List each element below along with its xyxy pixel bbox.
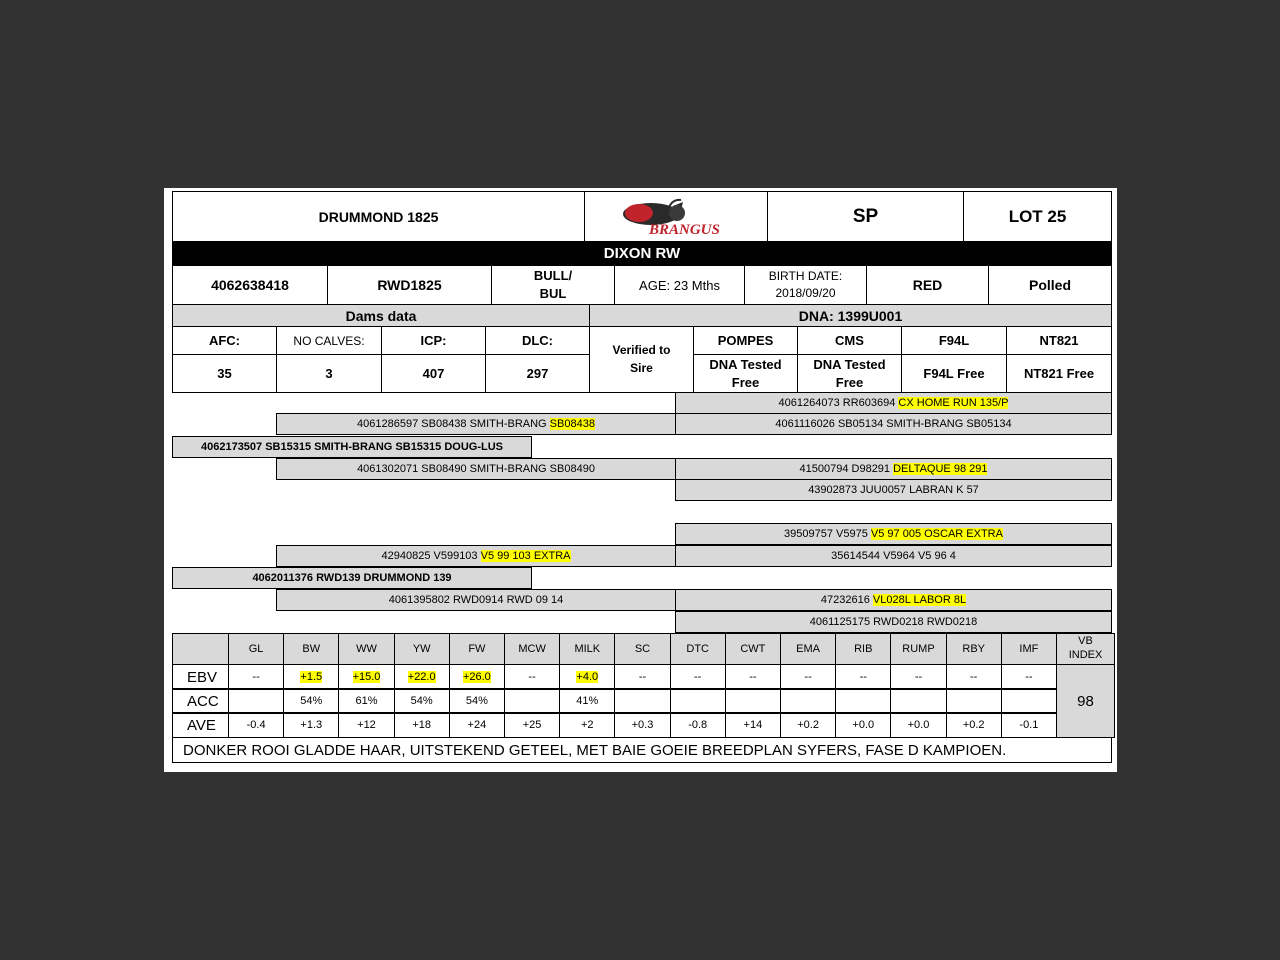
ebv-value-cell — [890, 712, 946, 738]
ebv-column-header: GL — [228, 633, 284, 665]
age: AGE: 23 Mths — [614, 265, 745, 305]
ebv-value-cell — [338, 712, 394, 738]
ebv-value-cell — [835, 688, 891, 714]
sale-catalogue-card — [164, 188, 1117, 772]
ebv-value: +22.0 — [407, 671, 436, 683]
pedigree-highlight: CX HOME RUN 135/P — [898, 397, 1009, 409]
ebv-row-label: AVE — [172, 712, 229, 738]
ebv-value-cell — [890, 688, 946, 714]
birth-date: BIRTH DATE: 2018/09/20 — [744, 265, 867, 305]
cms-result: DNA Tested Free — [797, 354, 902, 393]
sex: BULL/ BUL — [491, 265, 615, 305]
ebv-value-cell — [1001, 664, 1057, 690]
pedigree-text: 41500794 D98291 — [799, 463, 891, 475]
ebv-column-header: WW — [338, 633, 394, 665]
pedigree-sire-sire-dam — [675, 413, 1112, 435]
nt821-result: NT821 Free — [1006, 354, 1112, 393]
ebv-value-cell — [394, 664, 450, 690]
ebv-row-label: EBV — [172, 664, 229, 690]
ebv-value: -0.8 — [688, 719, 708, 731]
vb-index-label: VB INDEX — [1056, 633, 1115, 665]
ebv-value: +18 — [412, 719, 432, 731]
ebv-value: +12 — [357, 719, 376, 731]
ebv-value-cell — [946, 688, 1002, 714]
ebv-value: -- — [914, 671, 923, 683]
ebv-value: -- — [749, 671, 757, 683]
ebv-value: -- — [1025, 671, 1033, 683]
ebv-value-cell — [614, 688, 670, 714]
ebv-value: -- — [252, 671, 260, 683]
animal-name: DRUMMOND 1825 — [172, 191, 585, 242]
ebv-value-cell — [1001, 688, 1057, 714]
ebv-value: +0.0 — [852, 719, 875, 731]
ebv-value: 41% — [576, 695, 599, 707]
ebv-column-header: RBY — [946, 633, 1002, 665]
ebv-value-cell — [614, 664, 670, 690]
icp-label: ICP: — [381, 326, 486, 355]
logo-text: BRANGUS — [649, 221, 720, 238]
pedigree-text: 35614544 V5964 V5 96 4 — [831, 550, 956, 562]
ebv-value-cell — [504, 688, 560, 714]
ebv-value-cell — [780, 712, 836, 738]
dlc-value: 297 — [485, 354, 590, 393]
verified-to-sire: Verified to Sire — [589, 326, 694, 393]
ebv-value: +0.2 — [797, 719, 819, 731]
ebv-value: -- — [694, 671, 702, 683]
pedigree-dam-dam — [276, 589, 676, 611]
ebv-column-header: DTC — [670, 633, 726, 665]
ebv-column-header: RUMP — [890, 633, 946, 665]
comment: DONKER ROOI GLADDE HAAR, UITSTEKEND GETEEL, MET BAIE GOEIE BREEDPLAN SYFERS, FASE D KAMPIOEN. — [172, 737, 1112, 763]
afc-label: AFC: — [172, 326, 277, 355]
ebv-value-cell — [228, 688, 284, 714]
pedigree-text: 39509757 V5975 — [784, 528, 868, 540]
ebv-column-header: SC — [614, 633, 670, 665]
pedigree-dam-dam-sire — [675, 589, 1112, 611]
ebv-column-header: YW — [394, 633, 450, 665]
ebv-value: +24 — [467, 719, 487, 731]
ebv-value-cell — [559, 688, 615, 714]
colour: RED — [866, 265, 989, 305]
ebv-value-cell — [228, 712, 284, 738]
ebv-value-cell — [394, 688, 450, 714]
grade: SP — [767, 191, 964, 242]
pedigree-text: 4062011376 RWD139 DRUMMOND 139 — [252, 572, 452, 584]
ebv-column-header: CWT — [725, 633, 781, 665]
ebv-value-cell — [338, 664, 394, 690]
pedigree-dam-dam-dam — [675, 611, 1112, 633]
no-calves-value: 3 — [276, 354, 382, 393]
ebv-value-cell — [890, 664, 946, 690]
ebv-value: +0.2 — [962, 719, 985, 731]
ebv-column-header: IMF — [1001, 633, 1057, 665]
ebv-header-corner — [172, 633, 229, 665]
pedigree-text: 4061302071 SB08490 SMITH-BRANG SB08490 — [357, 463, 595, 475]
ebv-value-cell — [449, 712, 505, 738]
nt821-label: NT821 — [1006, 326, 1112, 355]
pedigree-text: 47232616 — [820, 594, 870, 606]
pompes-result: DNA Tested Free — [693, 354, 798, 393]
ebv-value: -0.1 — [1019, 719, 1039, 731]
pedigree-text: 4062173507 SB15315 SMITH-BRANG SB15315 DOUG-LUS — [200, 441, 504, 453]
ebv-value-cell — [559, 664, 615, 690]
ebv-row-label: ACC — [172, 688, 229, 714]
pedigree-text: 4061286597 SB08438 SMITH-BRANG — [357, 418, 547, 430]
ebv-value-cell — [449, 664, 505, 690]
ebv-value: 54% — [465, 695, 488, 707]
ebv-value: +1.3 — [300, 719, 323, 731]
dams-data-title: Dams data — [172, 304, 590, 327]
dna-title: DNA: 1399U001 — [589, 304, 1112, 327]
pedigree-highlight: DELTAQUE 98 291 — [893, 463, 988, 475]
pedigree-highlight: V5 97 005 OSCAR EXTRA — [870, 528, 1003, 540]
pedigree-sire-dam-sire — [675, 458, 1112, 480]
ebv-value-cell — [504, 712, 560, 738]
ebv-value: 54% — [410, 695, 433, 707]
ebv-value: +14 — [743, 719, 763, 731]
cms-label: CMS — [797, 326, 902, 355]
ebv-value-cell — [946, 712, 1002, 738]
animal-id: 4062638418 — [172, 265, 328, 305]
pedigree-dam-sire — [276, 545, 676, 567]
ebv-value-cell — [780, 664, 836, 690]
ebv-value-cell — [670, 664, 726, 690]
ebv-value-cell — [1001, 712, 1057, 738]
pedigree-dam-sire-sire — [675, 523, 1112, 545]
ebv-column-header: EMA — [780, 633, 836, 665]
ebv-value-cell — [228, 664, 284, 690]
f94l-result: F94L Free — [901, 354, 1007, 393]
ebv-value-cell — [504, 664, 560, 690]
ebv-value-cell — [614, 712, 670, 738]
pedigree-dam-sire-dam — [675, 545, 1112, 567]
f94l-label: F94L — [901, 326, 1007, 355]
bull-logo-icon — [611, 196, 741, 238]
ebv-value-cell — [283, 664, 339, 690]
pedigree-sire-dam-dam — [675, 479, 1112, 501]
ebv-value-cell — [725, 712, 781, 738]
pedigree-sire — [172, 436, 532, 458]
pompes-label: POMPES — [693, 326, 798, 355]
ebv-value-cell — [780, 688, 836, 714]
brangus-logo — [584, 191, 768, 242]
ebv-value: -- — [804, 671, 812, 683]
ebv-value-cell — [670, 688, 726, 714]
pedigree-text: 42940825 V599103 — [381, 550, 478, 562]
ebv-value: +0.3 — [631, 719, 654, 731]
ebv-value: +15.0 — [352, 671, 381, 683]
ebv-value-cell — [283, 712, 339, 738]
ebv-value: +1.5 — [300, 671, 323, 683]
ebv-value-cell — [283, 688, 339, 714]
ebv-value-cell — [559, 712, 615, 738]
dlc-label: DLC: — [485, 326, 590, 355]
pedigree-text: 43902873 JUU0057 LABRAN K 57 — [808, 484, 979, 496]
pedigree-text: 4061125175 RWD0218 RWD0218 — [809, 616, 978, 628]
ebv-value-cell — [946, 664, 1002, 690]
ebv-value: 54% — [300, 695, 323, 707]
ebv-column-header: MILK — [559, 633, 615, 665]
lot-number: LOT 25 — [963, 191, 1112, 242]
pedigree-sire-sire-sire — [675, 392, 1112, 414]
pedigree-text: 4061395802 RWD0914 RWD 09 14 — [388, 594, 564, 606]
pedigree-highlight: VL028L LABOR 8L — [872, 594, 967, 606]
ebv-value: +0.0 — [907, 719, 930, 731]
ebv-value-cell — [725, 664, 781, 690]
pedigree-text: 4061116026 SB05134 SMITH-BRANG SB05134 — [775, 418, 1012, 430]
pedigree-highlight: SB08438 — [549, 418, 595, 430]
ebv-value: +2 — [581, 719, 594, 731]
ebv-value-cell — [835, 712, 891, 738]
ebv-value-cell — [725, 688, 781, 714]
ebv-column-header: BW — [283, 633, 339, 665]
ebv-value: -0.4 — [246, 719, 266, 731]
ebv-value: -- — [859, 671, 867, 683]
breeder-name: DIXON RW — [172, 241, 1112, 266]
pedigree-sire-dam — [276, 458, 676, 480]
afc-value: 35 — [172, 354, 277, 393]
animal-tag: RWD1825 — [327, 265, 492, 305]
pedigree-highlight: V5 99 103 EXTRA — [480, 550, 571, 562]
ebv-value: +26.0 — [462, 671, 491, 683]
icp-value: 407 — [381, 354, 486, 393]
ebv-column-header: RIB — [835, 633, 891, 665]
pedigree-dam — [172, 567, 532, 589]
ebv-value: -- — [970, 671, 978, 683]
ebv-column-header: FW — [449, 633, 505, 665]
no-calves-label: NO CALVES: — [276, 326, 382, 355]
ebv-value: +25 — [522, 719, 542, 731]
ebv-value: 61% — [355, 695, 378, 707]
ebv-value: +4.0 — [576, 671, 599, 683]
pedigree-sire-sire — [276, 413, 676, 435]
pedigree-text: 4061264073 RR603694 — [778, 397, 896, 409]
ebv-value-cell — [670, 712, 726, 738]
ebv-value-cell — [449, 688, 505, 714]
ebv-column-header: MCW — [504, 633, 560, 665]
ebv-value: -- — [638, 671, 647, 683]
ebv-value-cell — [338, 688, 394, 714]
ebv-value-cell — [835, 664, 891, 690]
ebv-value-cell — [394, 712, 450, 738]
horn-status: Polled — [988, 265, 1112, 305]
vb-index-value: 98 — [1056, 664, 1115, 738]
ebv-value: -- — [528, 671, 536, 683]
